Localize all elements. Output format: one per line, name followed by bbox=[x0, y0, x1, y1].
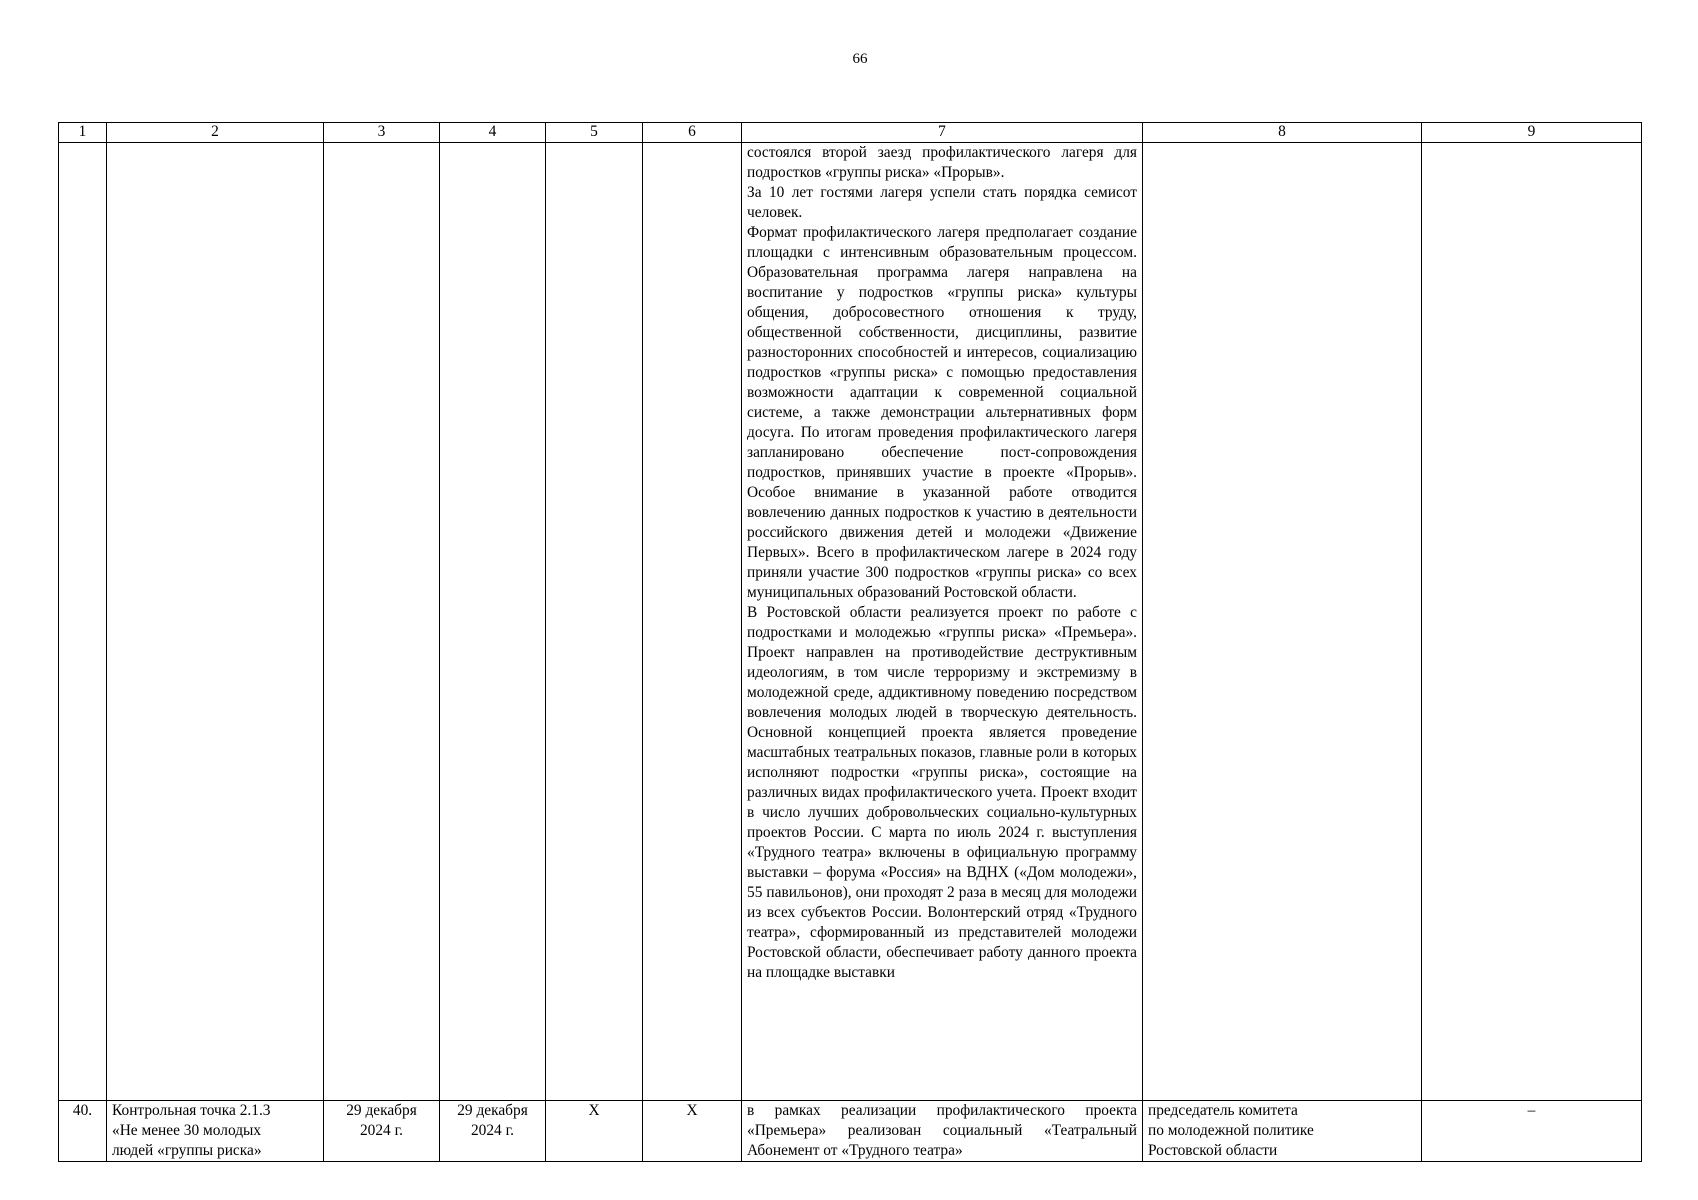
report-table bbox=[58, 122, 1642, 1162]
cell-col6 bbox=[643, 143, 742, 1101]
description-paragraph: Формат профилактического лагеря предполагает создание площадки с интенсивным образовательным процессом. Образовательная программа лагеря направлена на воспитание у подростков «группы риска» культуры общения, добросовестного отношения к труду, общественной собственности, дисциплины, развитие разносторонних способностей и интересов, социализацию подростков «группы риска» с помощью предоставления возможности адаптации к современной социальной системе, а также демонстрации альтернативных форм досуга. По итогам проведения профилактического лагеря запланировано обеспечение пост-сопровождения подростков, принявших участие в проекте «Прорыв». Особое внимание в указанной работе отводится вовлечению данных подростков к участию в деятельности российского движения детей и молодежи «Движение Первых». Всего в профилактическом лагере в 2024 году приняли участие 300 подростков «группы риска» со всех муниципальных образований Ростовской области. bbox=[747, 224, 1137, 601]
table-row-40 bbox=[59, 1101, 1642, 1162]
cell-num bbox=[59, 143, 107, 1101]
cell-num: 40. bbox=[59, 1101, 107, 1162]
responsible-line: председатель комитета bbox=[1148, 1102, 1298, 1119]
cell-col9 bbox=[1422, 143, 1642, 1101]
responsible-line: Ростовской области bbox=[1148, 1142, 1278, 1159]
responsible-line: по молодежной политике bbox=[1148, 1122, 1314, 1139]
name-line: «Не менее 30 молодых bbox=[112, 1122, 262, 1139]
cell-col5: X bbox=[546, 1101, 643, 1162]
cell-col6: X bbox=[643, 1101, 742, 1162]
description-paragraph: В Ростовской области реализуется проект по работе с подростками и молодежью «группы риска» «Премьера». Проект направлен на противодействие деструктивным идеологиям, в том числе терроризму и экстремизму в молодежной среде, аддиктивному поведению посредством вовлечения молодых людей в творческую деятельность. Основной концепцией проекта является проведение масштабных театральных показов, главные роли в которых исполняют подростки «группы риска», состоящие на различных видах профилактического учета. Проект входит в число лучших добровольческих социально-культурных проектов России. С марта по июль 2024 г. выступления «Трудного театра» включены в официальную программу выставки – форума «Россия» на ВДНХ («Дом молодежи», 55 павильонов), они проходят 2 раза в месяц для молодежи из всех субъектов России. Волонтерский отряд «Трудного театра», сформированный из представителей молодежи Ростовской области, обеспечивает работу данного проекта на площадке выставки bbox=[747, 604, 1137, 981]
cell-responsible bbox=[1143, 1101, 1422, 1162]
cell-fact-date bbox=[440, 1101, 546, 1162]
description-paragraph: За 10 лет гостями лагеря успели стать порядка семисот человек. bbox=[747, 184, 1137, 221]
column-number-row bbox=[59, 123, 1642, 143]
cell-col5 bbox=[546, 143, 643, 1101]
column-number: 8 bbox=[1143, 123, 1422, 143]
plan-date-line: 29 декабря bbox=[346, 1102, 417, 1119]
cell-fact-date bbox=[440, 143, 546, 1101]
fact-date-line: 2024 г. bbox=[470, 1122, 515, 1139]
cell-name bbox=[107, 143, 324, 1101]
plan-date-line: 2024 г. bbox=[359, 1122, 404, 1139]
column-number: 2 bbox=[107, 123, 324, 143]
description-paragraph: состоялся второй заезд профилактического лагеря для подростков «группы риска» «Прорыв». bbox=[747, 144, 1137, 181]
page-number: 66 bbox=[852, 51, 868, 67]
table-row-continued bbox=[59, 143, 1642, 1101]
cell-plan-date bbox=[324, 143, 440, 1101]
cell-responsible bbox=[1143, 143, 1422, 1101]
column-number: 1 bbox=[59, 123, 107, 143]
cell-plan-date bbox=[324, 1101, 440, 1162]
column-number: 3 bbox=[324, 123, 440, 143]
column-number: 4 bbox=[440, 123, 546, 143]
name-line: людей «группы риска» bbox=[112, 1142, 262, 1159]
cell-description bbox=[742, 143, 1143, 1101]
cell-description: в рамках реализации профилактического проекта «Премьера» реализован социальный «Театральный Абонемент от «Трудного театра» bbox=[742, 1101, 1143, 1162]
fact-date-line: 29 декабря bbox=[457, 1102, 528, 1119]
name-line: Контрольная точка 2.1.3 bbox=[112, 1102, 271, 1119]
column-number: 6 bbox=[643, 123, 742, 143]
column-number: 9 bbox=[1422, 123, 1642, 143]
column-number: 5 bbox=[546, 123, 643, 143]
column-number: 7 bbox=[742, 123, 1143, 143]
cell-name bbox=[107, 1101, 324, 1162]
cell-col9: – bbox=[1422, 1101, 1642, 1162]
